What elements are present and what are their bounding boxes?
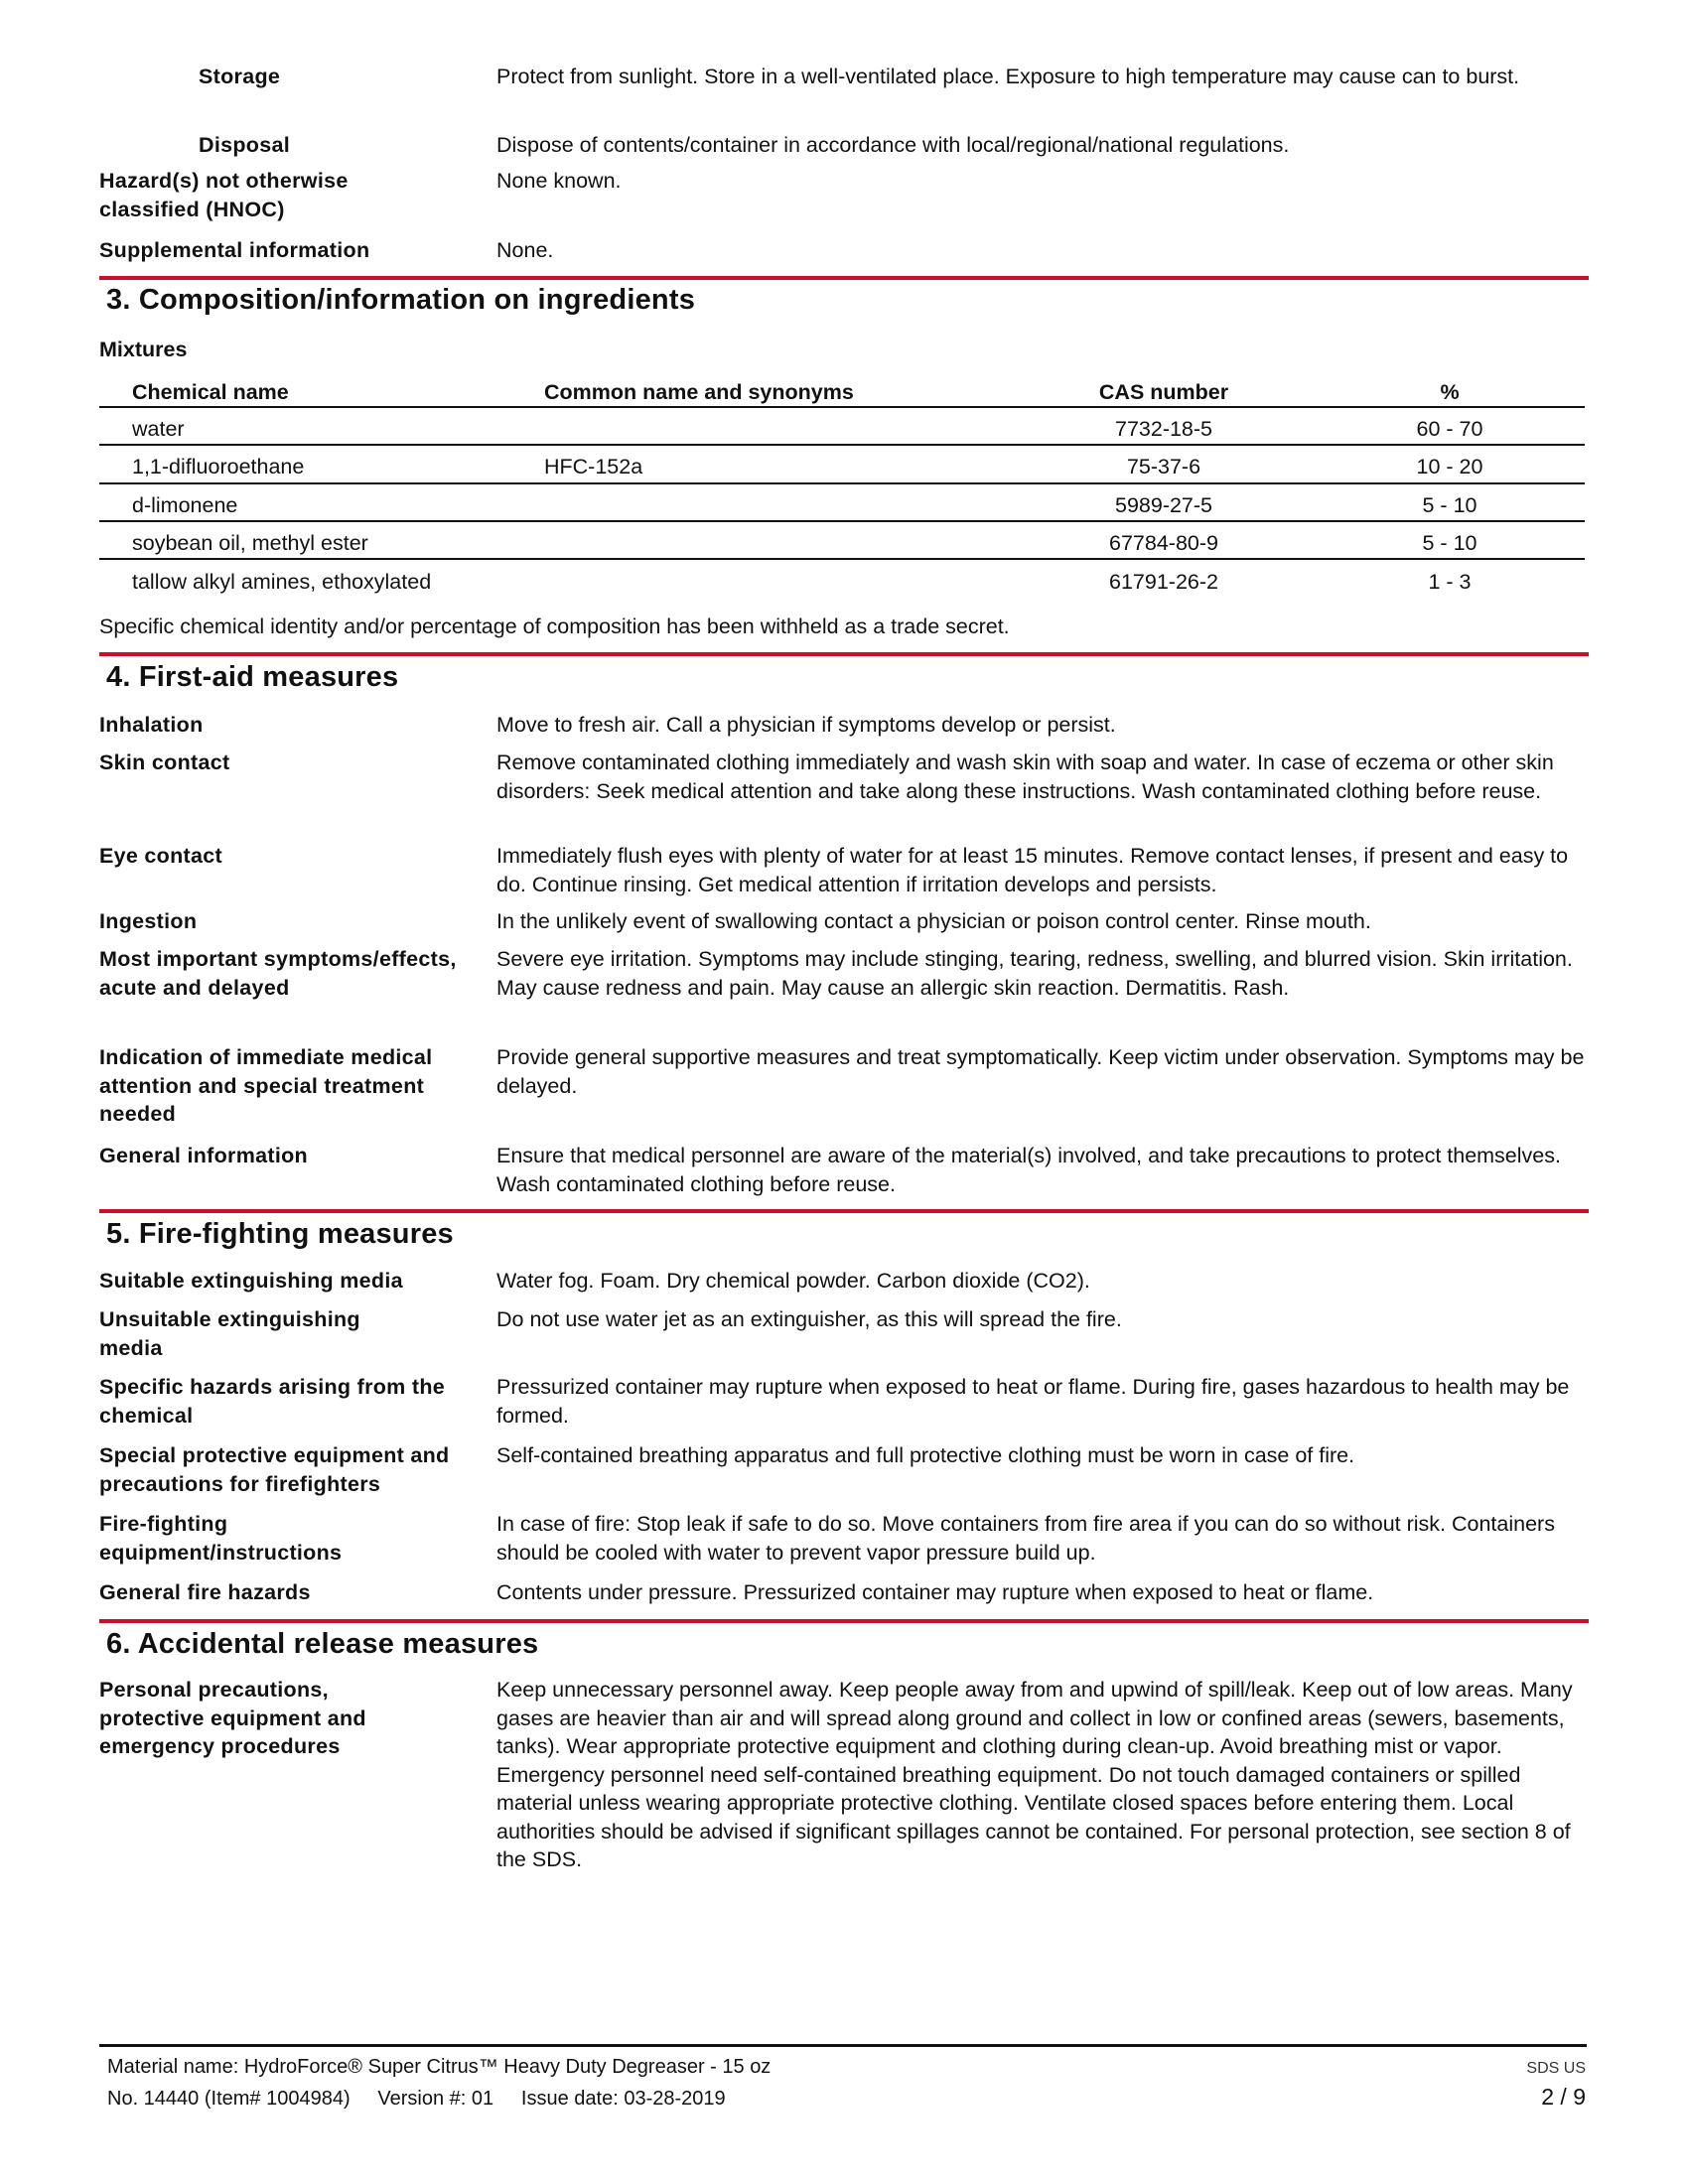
- suitable-media-value: Water fog. Foam. Dry chemical powder. Carbon dioxide (CO2).: [496, 1269, 1090, 1293]
- col-percent: %: [1440, 380, 1460, 404]
- cell-chemical-name: tallow alkyl amines, ethoxylated: [132, 570, 432, 594]
- specific-hazards-label: Specific hazards arising from the chemical: [99, 1375, 446, 1428]
- cell-cas: 61791-26-2: [1109, 570, 1218, 594]
- eye-contact-label: Eye contact: [99, 844, 222, 868]
- ingestion-value: In the unlikely event of swallowing contact a physician or poison control center. Rinse mouth.: [496, 909, 1371, 933]
- table-header-rule: [99, 406, 1585, 408]
- row-rule: [99, 444, 1585, 446]
- firefighting-instructions-label: Fire-fighting equipment/instructions: [99, 1512, 343, 1565]
- cell-chemical-name: 1,1-difluoroethane: [132, 455, 305, 478]
- ingestion-label: Ingestion: [99, 909, 198, 933]
- section-4-title: 4. First-aid measures: [106, 661, 399, 693]
- supplemental-value: None.: [496, 238, 554, 262]
- col-chemical-name: Chemical name: [132, 380, 289, 404]
- row-rule: [99, 558, 1585, 560]
- cell-percent: 5 - 10: [1422, 531, 1477, 555]
- footer-rule: [99, 2044, 1587, 2047]
- section-6-title: 6. Accidental release measures: [106, 1628, 539, 1660]
- row-rule: [99, 482, 1585, 484]
- cell-percent: 1 - 3: [1428, 570, 1472, 594]
- hnoc-label: Hazard(s) not otherwise classified (HNOC): [99, 169, 349, 221]
- cell-cas: 5989-27-5: [1114, 493, 1213, 517]
- cell-cas: 67784-80-9: [1109, 531, 1218, 555]
- inhalation-value: Move to fresh air. Call a physician if symptoms develop or persist.: [496, 713, 1116, 737]
- hnoc-value: None known.: [496, 169, 622, 193]
- general-information-label: General information: [99, 1144, 308, 1167]
- firefighting-instructions-value: In case of fire: Stop leak if safe to do so. Move containers from fire area if you can do so without risk. Containers should be cooled with water to prevent vapor pressure build up.: [496, 1512, 1555, 1565]
- symptoms-value: Severe eye irritation. Symptoms may include stinging, tearing, redness, swelling, and blurred vision. Skin irritation. May cause redness and pain. May cause an allergic skin reaction. Dermatitis. Rash.: [496, 947, 1573, 1000]
- eye-contact-value: Immediately flush eyes with plenty of water for at least 15 minutes. Remove contact lenses, if present and easy to do. Continue rinsing. Get medical attention if irritation develops and persists.: [496, 844, 1569, 896]
- cell-chemical-name: water: [132, 417, 185, 441]
- protective-equipment-label: Special protective equipment and precautions for firefighters: [99, 1443, 450, 1496]
- medical-attention-value: Provide general supportive measures and treat symptomatically. Keep victim under observation. Symptoms may be delayed.: [496, 1045, 1585, 1098]
- mixtures-label: Mixtures: [99, 338, 188, 361]
- general-fire-hazards-label: General fire hazards: [99, 1580, 311, 1604]
- specific-hazards-value: Pressurized container may rupture when exposed to heat or flame. During fire, gases hazardous to health may be formed.: [496, 1375, 1570, 1428]
- page-number: 2 / 9: [1541, 2084, 1586, 2110]
- col-common-name: Common name and synonyms: [544, 380, 854, 404]
- personal-precautions-label: Personal precautions, protective equipment and emergency procedures: [99, 1678, 366, 1758]
- supplemental-label: Supplemental information: [99, 238, 370, 262]
- unsuitable-media-label: Unsuitable extinguishing media: [99, 1307, 360, 1360]
- suitable-media-label: Suitable extinguishing media: [99, 1269, 403, 1293]
- footer-document-info: No. 14440 (Item# 1004984) Version #: 01 Issue date: 03-28-2019: [107, 2088, 726, 2110]
- cell-common-name: HFC-152a: [544, 455, 643, 478]
- section-5-title: 5. Fire-fighting measures: [106, 1218, 454, 1250]
- disposal-value: Dispose of contents/container in accordance with local/regional/national regulations.: [496, 133, 1290, 157]
- section-divider: [99, 276, 1589, 280]
- section-divider: [99, 652, 1589, 656]
- cell-percent: 60 - 70: [1416, 417, 1483, 441]
- section-divider: [99, 1209, 1589, 1213]
- cell-chemical-name: d-limonene: [132, 493, 238, 517]
- section-3-title: 3. Composition/information on ingredients: [106, 284, 696, 316]
- protective-equipment-value: Self-contained breathing apparatus and full protective clothing must be worn in case of fire.: [496, 1443, 1355, 1467]
- general-fire-hazards-value: Contents under pressure. Pressurized container may rupture when exposed to heat or flame.: [496, 1580, 1374, 1604]
- storage-value: Protect from sunlight. Store in a well-ventilated place. Exposure to high temperature may cause can to burst.: [496, 65, 1520, 88]
- trade-secret-note: Specific chemical identity and/or percentage of composition has been withheld as a trade secret.: [99, 614, 1010, 638]
- cell-percent: 5 - 10: [1422, 493, 1477, 517]
- row-rule: [99, 520, 1585, 522]
- col-cas-number: CAS number: [1098, 380, 1229, 404]
- disposal-label: Disposal: [199, 133, 291, 157]
- general-information-value: Ensure that medical personnel are aware of the material(s) involved, and take precautions to protect themselves. Wash contaminated clothing before reuse.: [496, 1144, 1561, 1196]
- medical-attention-label: Indication of immediate medical attention and special treatment needed: [99, 1045, 433, 1126]
- inhalation-label: Inhalation: [99, 713, 204, 737]
- section-divider: [99, 1619, 1589, 1623]
- cell-percent: 10 - 20: [1416, 455, 1483, 478]
- cell-cas: 75-37-6: [1126, 455, 1201, 478]
- cell-cas: 7732-18-5: [1114, 417, 1213, 441]
- unsuitable-media-value: Do not use water jet as an extinguisher, as this will spread the fire.: [496, 1307, 1122, 1331]
- symptoms-label: Most important symptoms/effects, acute and delayed: [99, 947, 457, 1000]
- footer-material-name: Material name: HydroForce® Super Citrus™ Heavy Duty Degreaser - 15 oz: [107, 2056, 772, 2078]
- skin-contact-label: Skin contact: [99, 751, 230, 774]
- cell-chemical-name: soybean oil, methyl ester: [132, 531, 368, 555]
- personal-precautions-value: Keep unnecessary personnel away. Keep people away from and upwind of spill/leak. Keep out of low areas. Many gases are heavier than air and will spread along ground and collect in low or confined areas (sewers, basements, tanks). Wear appropriate protective equipment and clothing during clean-up. Avoid breathing mist or vapor. Emergency personnel need self-contained breathing equipment. Do not touch damaged containers or spilled material unless wearing appropriate protective clothing. Ventilate closed spaces before entering them. Local authorities should be advised if significant spillages cannot be contained. For personal protection, see section 8 of the SDS.: [496, 1678, 1573, 1871]
- skin-contact-value: Remove contaminated clothing immediately and wash skin with soap and water. In case of eczema or other skin disorders: Seek medical attention and take along these instructions. Wash contaminated clothing before reuse.: [496, 751, 1554, 803]
- storage-label: Storage: [199, 65, 281, 88]
- footer-sds-label: SDS US: [1526, 2060, 1586, 2077]
